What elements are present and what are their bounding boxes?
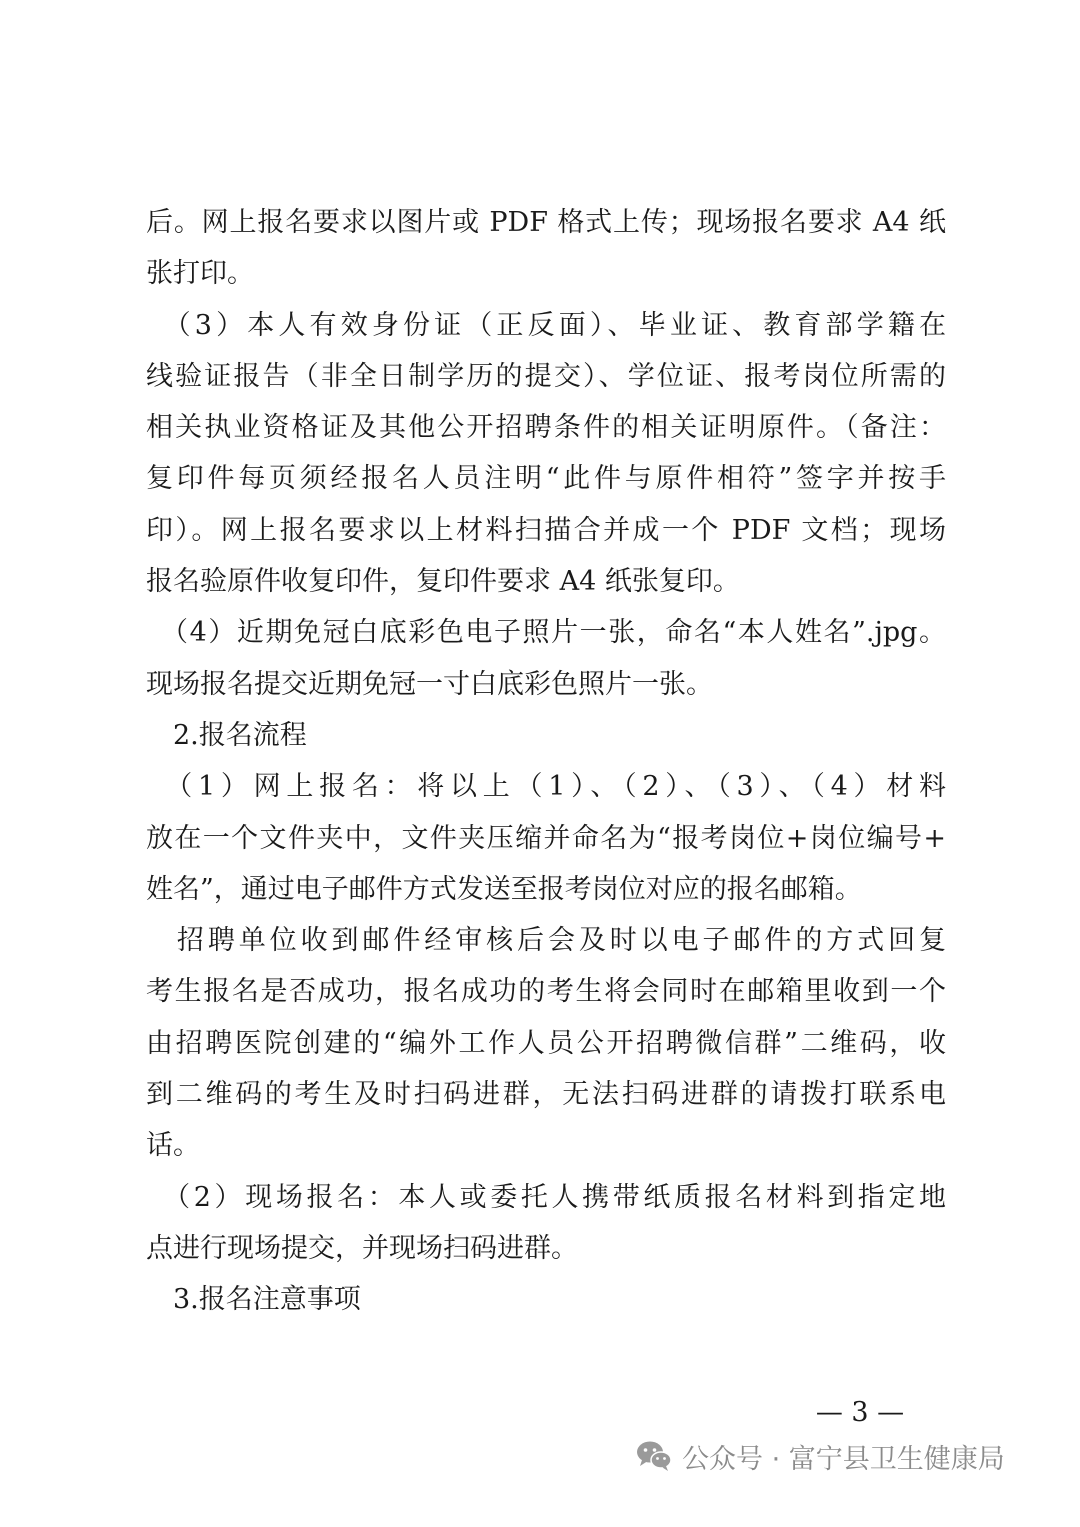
text-line: 招聘单位收到邮件经审核后会及时以电子邮件的方式回复 <box>146 925 946 957</box>
text-line: 姓名”，通过电子邮件方式发送至报考岗位对应的报名邮箱。 <box>146 873 862 905</box>
text-line: （2）现场报名：本人或委托人携带纸质报名材料到指定地 <box>146 1181 946 1213</box>
section-heading: 3.报名注意事项 <box>146 1284 361 1316</box>
text-line: 相关执业资格证及其他公开招聘条件的相关证明原件。（备注： <box>146 412 946 444</box>
section-heading: 2.报名流程 <box>146 719 307 751</box>
text-line: 后。网上报名要求以图片或 PDF 格式上传；现场报名要求 A4 纸 <box>146 207 946 238</box>
text-line: 复印件每页须经报名人员注明“此件与原件相符”签字并按手 <box>146 463 946 495</box>
text-line: 印）。网上报名要求以上材料扫描合并成一个 PDF 文档；现场 <box>146 514 946 546</box>
text-line: （3）本人有效身份证（正反面）、毕业证、教育部学籍在 <box>146 309 946 341</box>
document-body <box>146 197 946 1326</box>
account-watermark <box>636 1434 1005 1478</box>
wechat-icon <box>636 1440 672 1472</box>
text-line: 线验证报告（非全日制学历的提交）、学位证、报考岗位所需的 <box>146 360 946 392</box>
text-line: 现场报名提交近期免冠一寸白底彩色照片一张。 <box>146 668 713 700</box>
text-line: 放在一个文件夹中，文件夹压缩并命名为“报考岗位+岗位编号+ <box>146 822 946 854</box>
text-line: 考生报名是否成功，报名成功的考生将会同时在邮箱里收到一个 <box>146 976 946 1008</box>
text-line: （1）网上报名：将以上（1）、（2）、（3）、（4）材料 <box>146 771 946 803</box>
text-line: 到二维码的考生及时扫码进群，无法扫码进群的请拨打联系电 <box>146 1079 946 1111</box>
text-line: 由招聘医院创建的“编外工作人员公开招聘微信群”二维码，收 <box>146 1027 946 1059</box>
text-line: 张打印。 <box>146 258 254 290</box>
text-line: 报名验原件收复印件，复印件要求 A4 纸张复印。 <box>146 566 740 598</box>
text-line: （4）近期免冠白底彩色电子照片一张，命名“本人姓名”.jpg。 <box>146 617 946 649</box>
text-line: 话。 <box>146 1130 200 1162</box>
page-number: — 3 — <box>815 1397 905 1428</box>
text-line: 点进行现场提交，并现场扫码进群。 <box>146 1232 578 1264</box>
watermark-text: 公众号 · 富宁县卫生健康局 <box>682 1443 1005 1475</box>
